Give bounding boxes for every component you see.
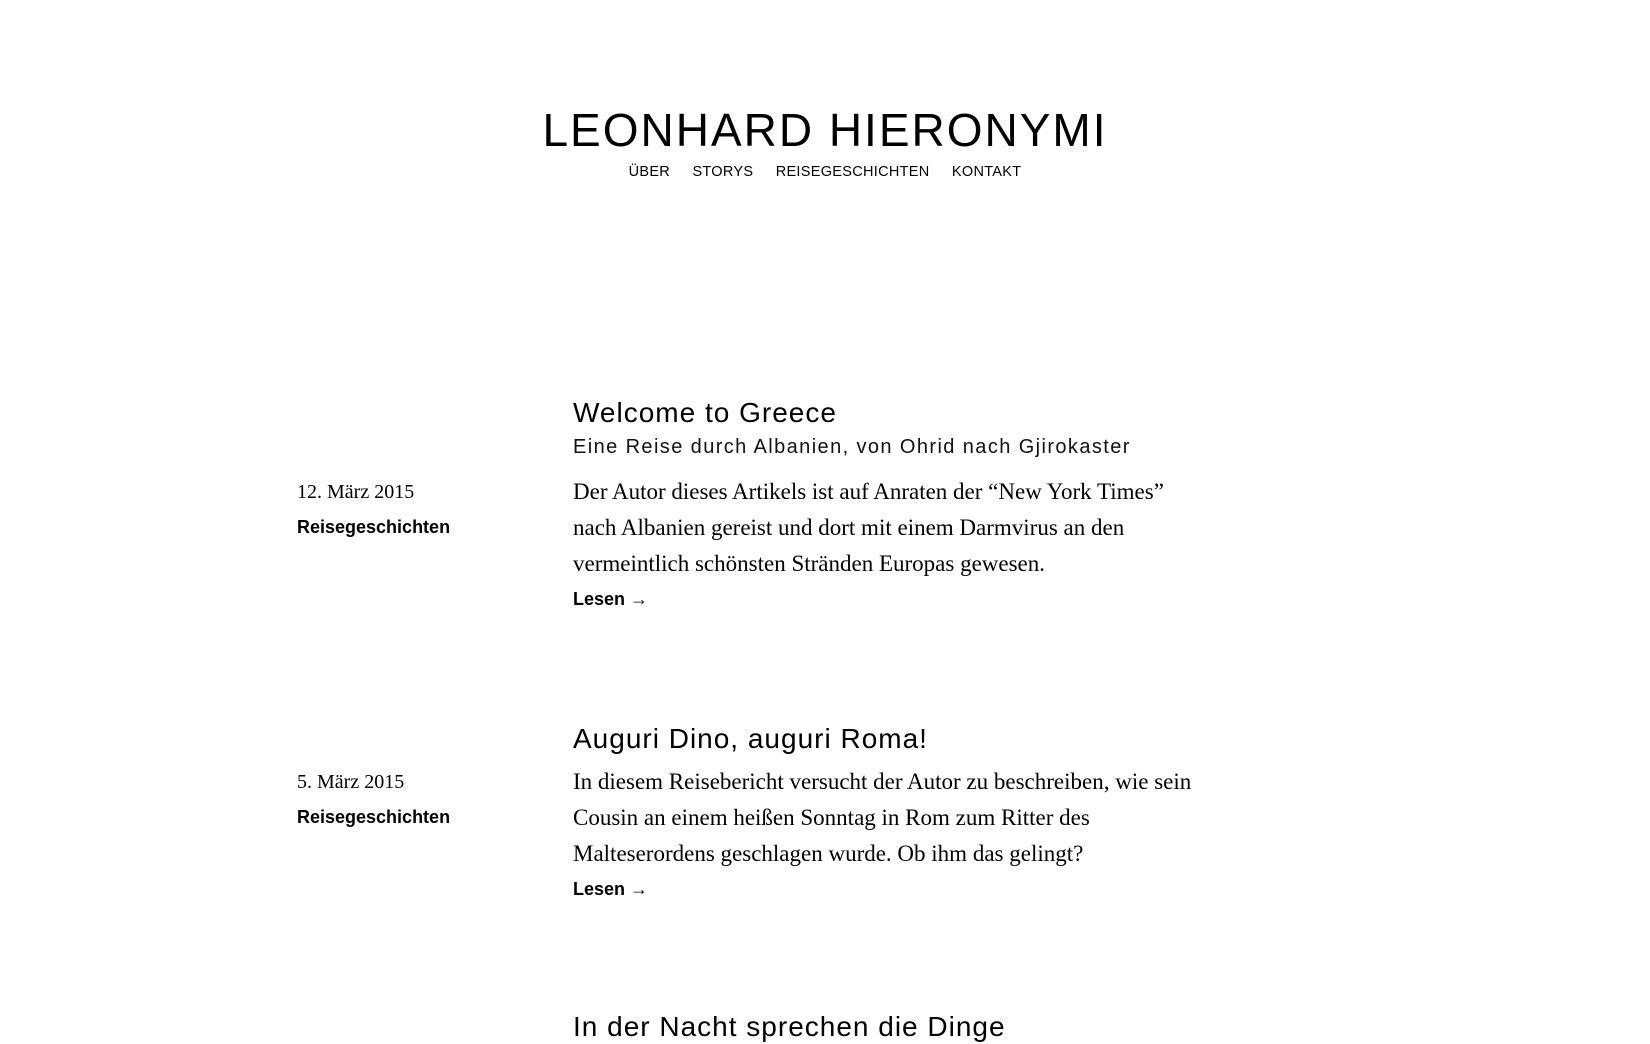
read-more-link[interactable]: Lesen →	[573, 589, 649, 609]
excerpt-line: Cousin an einem heißen Sonntag in Rom zum Ritter des	[573, 805, 1090, 830]
post-meta	[297, 480, 547, 538]
main-nav	[0, 164, 1650, 180]
site-header	[0, 104, 1650, 180]
read-more-link[interactable]: Lesen →	[573, 879, 649, 899]
nav-item-kontakt[interactable]: KONTAKT	[951, 164, 1022, 180]
excerpt-line: vermeintlich schönsten Stränden Europas gewesen.	[573, 551, 1046, 576]
site-title[interactable]: LEONHARD HIERONYMI	[542, 104, 1108, 156]
post-category-link[interactable]: Reisegeschichten	[297, 807, 451, 827]
post-body	[573, 1010, 1273, 1044]
nav-item-reisegeschichten[interactable]: REISEGESCHICHTEN	[775, 164, 930, 180]
post-body	[573, 396, 1273, 460]
nav-item-storys[interactable]: STORYS	[692, 164, 754, 180]
post-body	[573, 722, 1273, 756]
excerpt-line: Der Autor dieses Artikels ist auf Anraten der “New York Times”	[573, 479, 1164, 504]
post-subtitle: Eine Reise durch Albanien, von Ohrid nach Gjirokaster	[573, 436, 1131, 458]
post-excerpt	[573, 764, 1273, 872]
post-title[interactable]: Auguri Dino, auguri Roma!	[573, 723, 928, 754]
post-title[interactable]: Welcome to Greece	[573, 397, 837, 428]
post-date: 5. März 2015	[297, 771, 405, 793]
post-meta	[297, 770, 547, 828]
post-excerpt-block	[573, 474, 1273, 610]
post-title[interactable]: In der Nacht sprechen die Dinge	[573, 1011, 1006, 1042]
excerpt-line: Malteserordens geschlagen wurde. Ob ihm das gelingt?	[573, 841, 1084, 866]
excerpt-line: nach Albanien gereist und dort mit einem Darmvirus an den	[573, 515, 1125, 540]
excerpt-line: In diesem Reisebericht versucht der Autor zu beschreiben, wie sein	[573, 769, 1192, 794]
post-category-link[interactable]: Reisegeschichten	[297, 517, 451, 537]
post-excerpt	[573, 474, 1273, 582]
post-date: 12. März 2015	[297, 481, 415, 503]
nav-item-ueber[interactable]: ÜBER	[628, 164, 671, 180]
post-excerpt-block	[573, 764, 1273, 900]
